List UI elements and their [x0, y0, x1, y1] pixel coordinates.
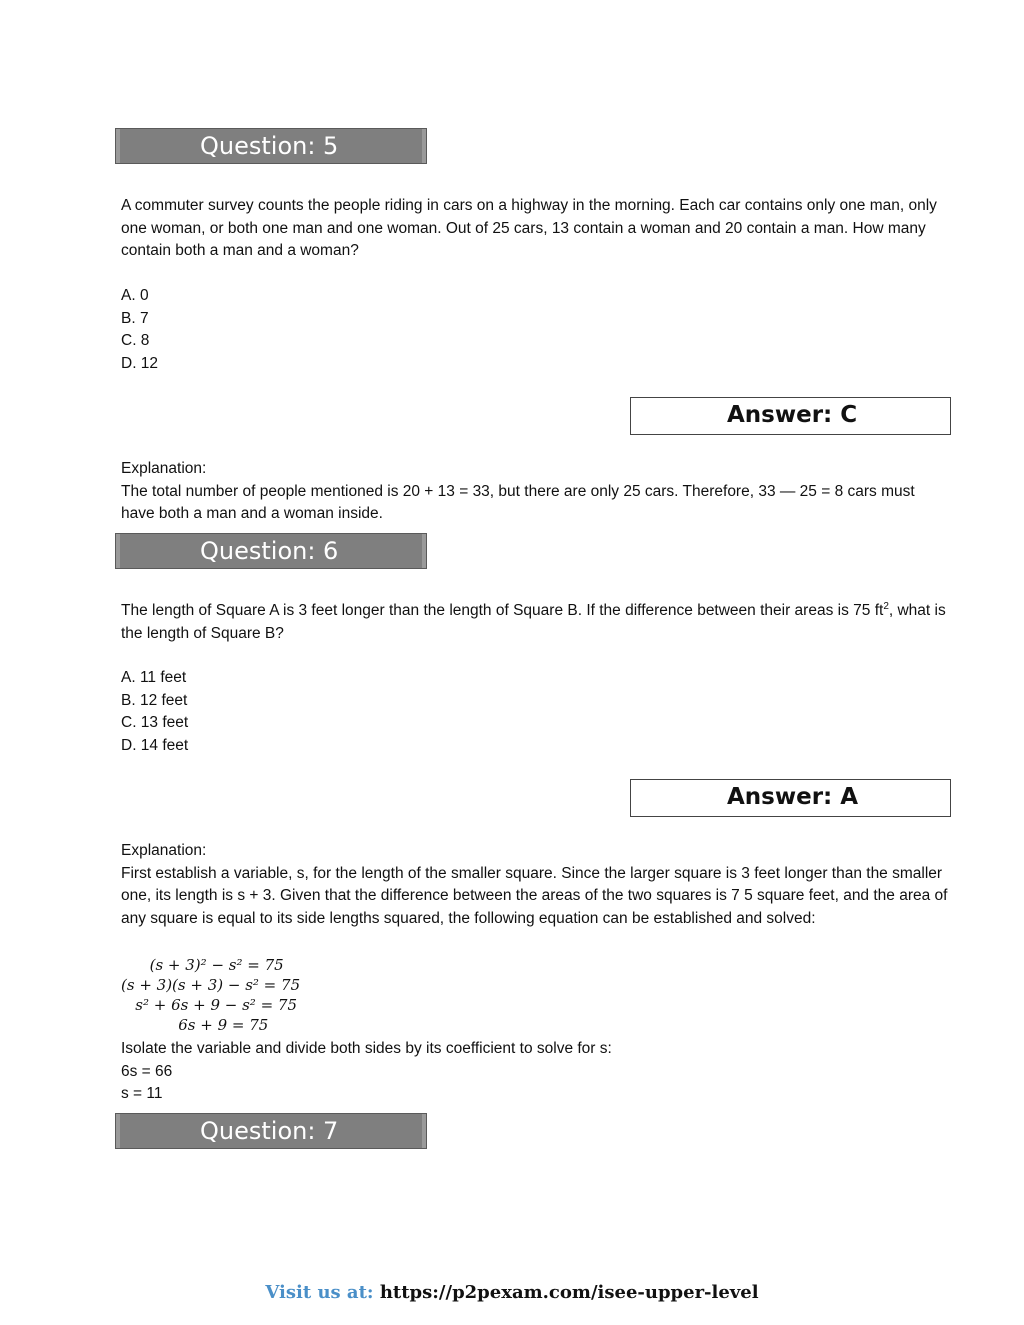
- question-6-header: [115, 533, 427, 569]
- question-5-answer: Answer: C: [727, 402, 858, 428]
- question-5-title: Question: 5: [200, 132, 339, 160]
- equation-line: s² + 6s + 9 − s² = 75: [121, 996, 298, 1014]
- question-6-explanation: [121, 840, 951, 930]
- equation-line: (s + 3)(s + 3) − s² = 75: [121, 976, 301, 994]
- solution-step-1: 6s = 66: [121, 1062, 173, 1080]
- explanation-label: Explanation:: [121, 460, 207, 477]
- footer: [0, 1282, 1024, 1303]
- option-a: A. 0: [121, 287, 149, 304]
- explanation-text: First establish a variable, s, for the length of the smaller square. Since the larger square is 3 feet longer than the smaller one, its length is s + 3. Given that the difference between the areas of the two squares is 7 5 square feet, and the area of any square is equal to its side lengths squared, the following equation can be established and solved:: [121, 864, 948, 927]
- question-5-body: A commuter survey counts the people riding in cars on a highway in the morning. Each car contains only one man, only one woman, or both one man and one woman. Out of 25 cars, 13 contain a woman and 20 contain a man. How many contain both a man and a woman?: [121, 197, 937, 259]
- equation-line: 6s + 9 = 75: [121, 1016, 269, 1034]
- explanation-text: The total number of people mentioned is 20 + 13 = 33, but there are only 25 cars. Therefore, 33 — 25 = 8 cars must have both a man and a woman inside.: [121, 482, 915, 522]
- superscript: 2: [883, 600, 889, 612]
- solution-instruction: Isolate the variable and divide both sides by its coefficient to solve for s:: [121, 1040, 612, 1057]
- question-6-answer: Answer: A: [727, 784, 859, 810]
- question-6-answer-box: [630, 779, 951, 817]
- question-5-header: [115, 128, 427, 164]
- question-6-title: Question: 6: [200, 537, 339, 565]
- question-7-title: Question: 7: [200, 1117, 339, 1145]
- explanation-label: Explanation:: [121, 842, 207, 859]
- option-b: B. 12 feet: [121, 691, 188, 709]
- question-6-options: [121, 667, 951, 757]
- question-6-solution: [121, 1038, 951, 1106]
- question-6-body-part2: , what is the length of Square B?: [121, 602, 946, 642]
- question-5-answer-box: [630, 397, 951, 435]
- question-5-options: [121, 285, 951, 375]
- question-7-header: [115, 1113, 427, 1149]
- solution-step-2: s = 11: [121, 1085, 163, 1102]
- question-6-text: [121, 600, 951, 645]
- option-b: B. 7: [121, 309, 149, 327]
- equation-block: [121, 955, 300, 1035]
- equation-line: (s + 3)² − s² = 75: [121, 956, 284, 974]
- option-c: C. 13 feet: [121, 714, 189, 731]
- option-d: D. 12: [121, 354, 159, 372]
- question-6-body: [121, 600, 951, 645]
- question-6-body-part1: The length of Square A is 3 feet longer than the length of Square B. If the difference between their areas is 75 ft: [121, 602, 884, 619]
- option-d: D. 14 feet: [121, 736, 189, 754]
- option-c: C. 8: [121, 332, 150, 349]
- footer-visit-label: Visit us at:: [265, 1282, 374, 1303]
- question-5-text: [121, 195, 951, 263]
- question-5-explanation: [121, 458, 951, 526]
- option-a: A. 11 feet: [121, 669, 187, 686]
- footer-url-link[interactable]: https://p2pexam.com/isee-upper-level: [379, 1282, 759, 1303]
